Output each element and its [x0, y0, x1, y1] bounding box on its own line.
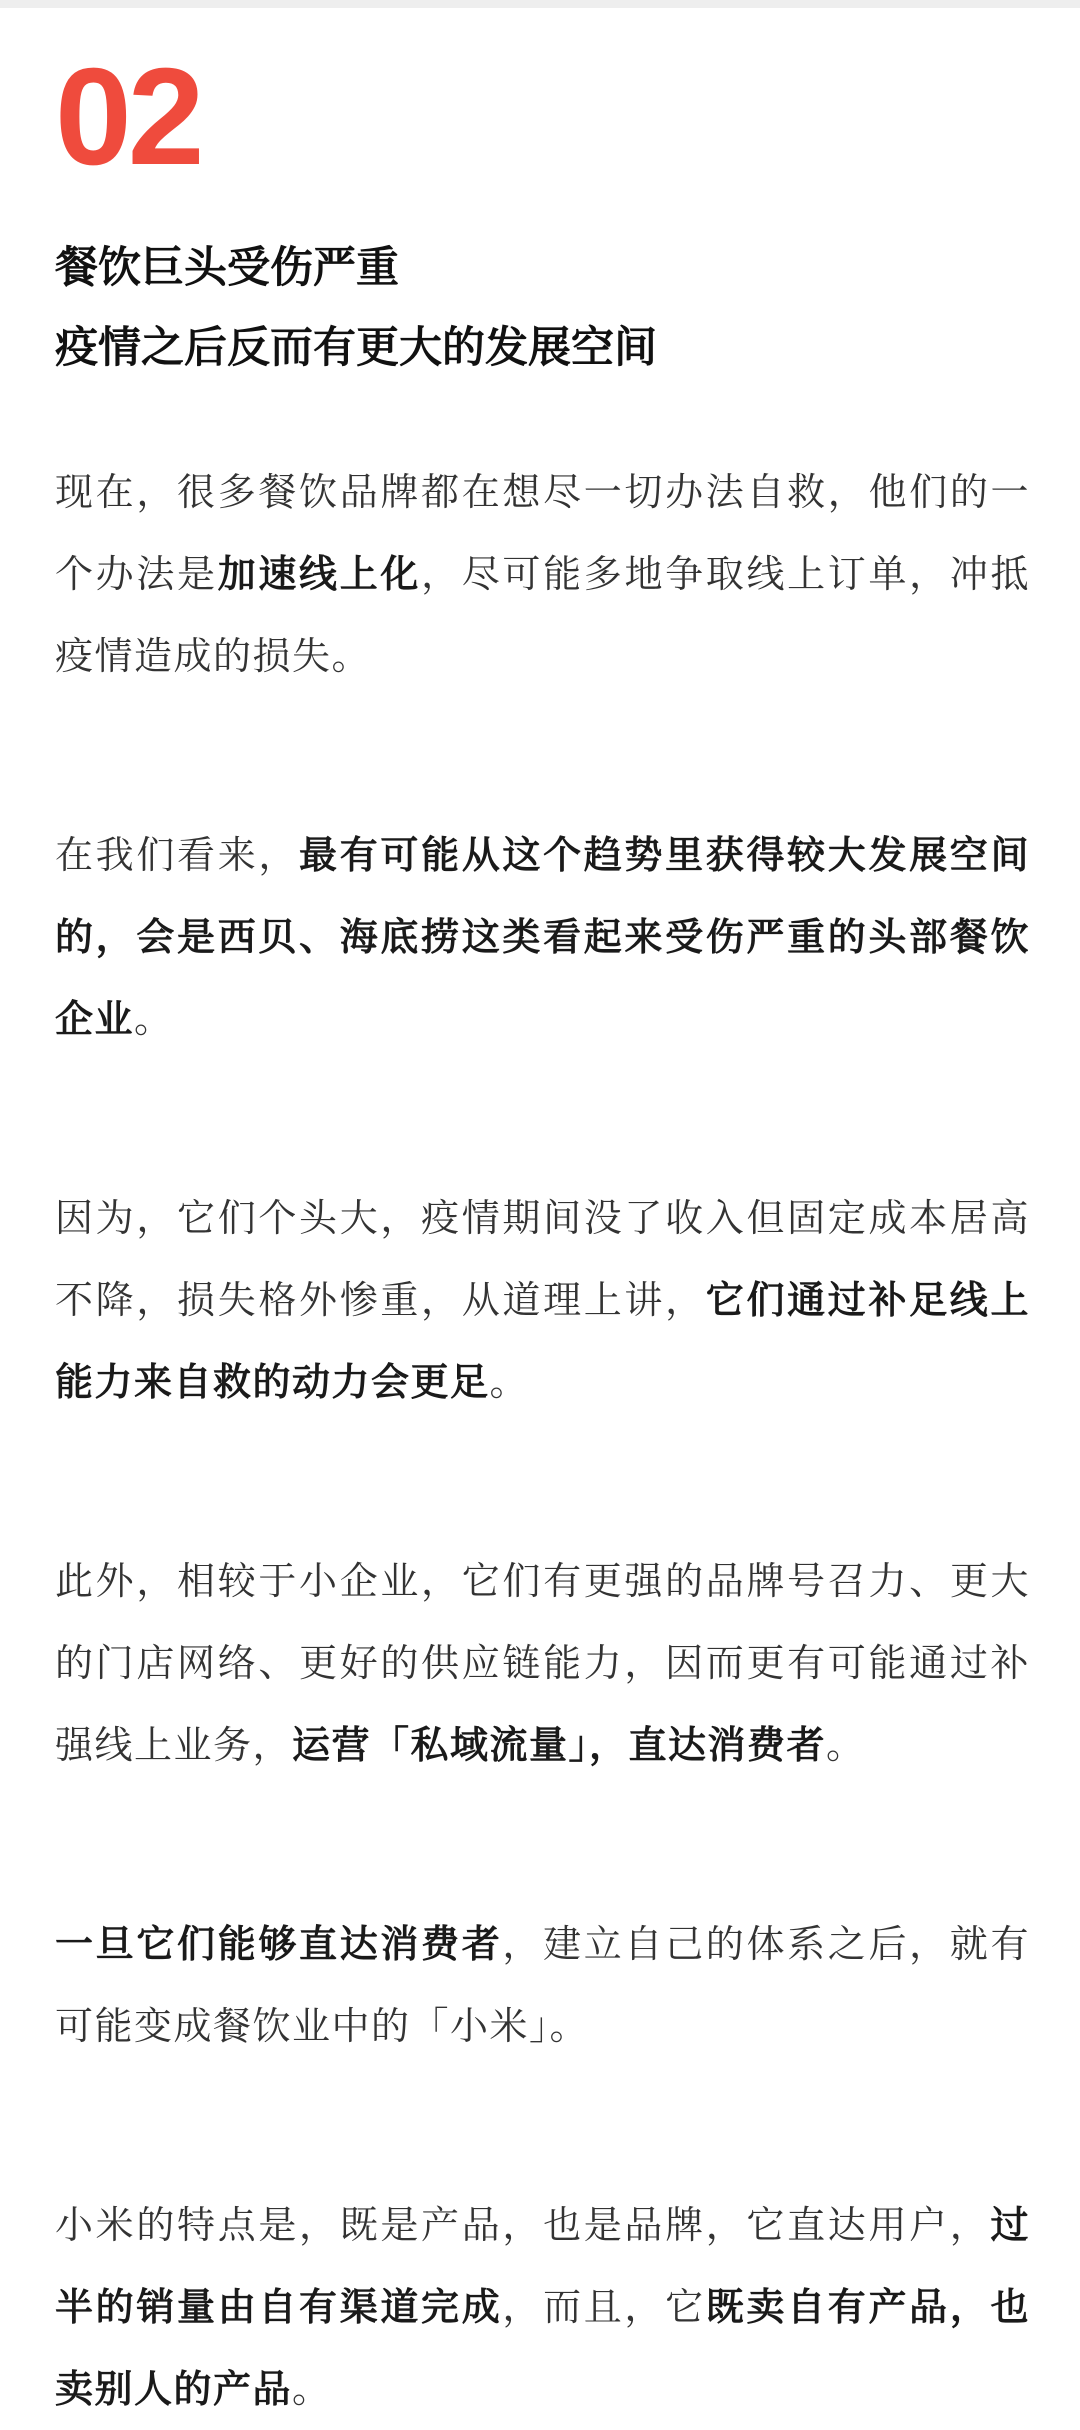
text-span: 在我们看来， [55, 833, 300, 877]
section-heading [55, 228, 1030, 388]
emphasis-text: 过半的销量由自有渠道完成 [55, 2203, 1030, 2329]
emphasis-text: 运营「私域流量」，直达消费者 [292, 1723, 827, 1767]
paragraph [55, 1903, 1030, 2067]
text-span: 。 [826, 1723, 866, 1767]
text-span: ，建立自己的体系之后，就有可能变成餐饮业中的「小米」。 [55, 1922, 1030, 2048]
paragraph [55, 1177, 1030, 1423]
article-body [55, 451, 1030, 2430]
paragraph [55, 1540, 1030, 1786]
heading-line-1: 餐饮巨头受伤严重 [55, 243, 399, 293]
heading-line-2: 疫情之后反而有更大的发展空间 [55, 323, 657, 373]
paragraph [55, 814, 1030, 1060]
paragraph [55, 2184, 1030, 2430]
text-span: 小米的特点是，既是产品，也是品牌，它直达用户， [55, 2203, 991, 2247]
paragraph [55, 451, 1030, 697]
top-divider [0, 0, 1080, 8]
emphasis-text: 加速线上化 [217, 552, 422, 596]
text-span: ，而且，它 [502, 2285, 706, 2329]
article [55, 40, 1030, 2430]
text-span: 此外，相较于小企业，它们有更强的品牌号召力、更大的门店网络、更好的供应链能力，因而更有可能通过补强线上业务， [55, 1559, 1030, 1767]
text-span: ，尽可能多地争取线上订单，冲抵疫情造成的损失。 [55, 552, 1030, 678]
emphasis-text: 最有可能从这个趋势里获得较大发展空间的，会是西贝、海底捞这类看起来受伤严重的头部餐饮企业 [55, 833, 1030, 1041]
text-span: 现在，很多餐饮品牌都在想尽一切办法自救，他们的一个办法是 [55, 470, 1030, 596]
text-span: 。 [292, 2367, 332, 2411]
text-span: 。 [489, 1360, 530, 1404]
emphasis-text: 它们通过补足线上能力来自救的动力会更足 [55, 1278, 1030, 1404]
emphasis-text: 一旦它们能够直达消费者 [55, 1922, 503, 1966]
emphasis-text: 既卖自有产品，也卖别人的产品 [55, 2285, 1030, 2411]
section-number: 02 [55, 40, 201, 194]
text-span: 。 [134, 997, 174, 1041]
text-span: 因为，它们个头大，疫情期间没了收入但固定成本居高不降，损失格外惨重，从道理上讲， [55, 1196, 1030, 1322]
